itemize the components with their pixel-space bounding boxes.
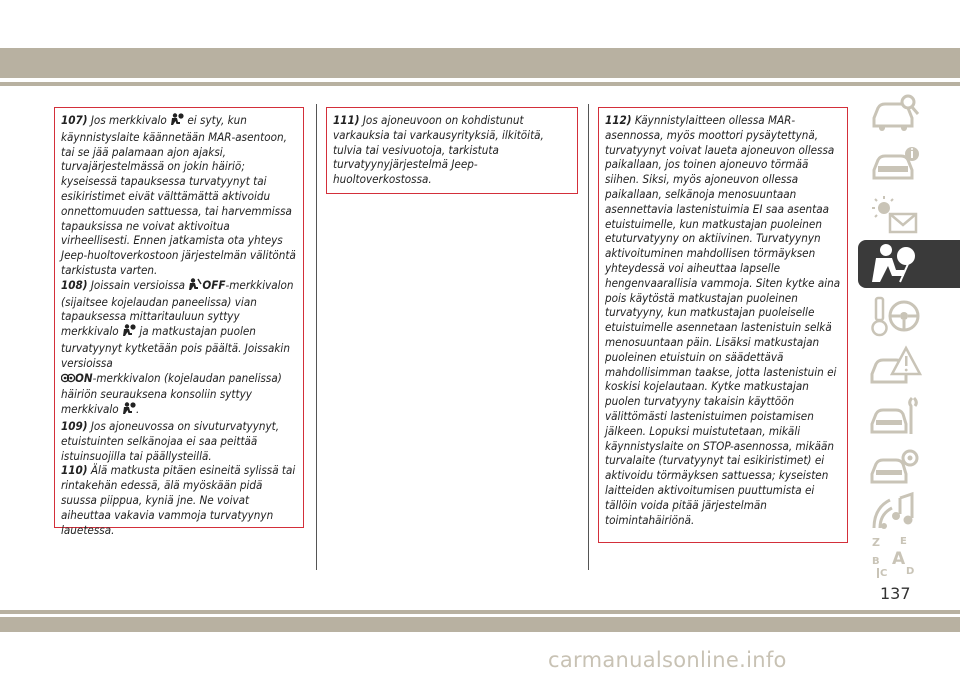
tab-safety[interactable] bbox=[858, 240, 960, 288]
note-number-109: 109) bbox=[61, 418, 88, 433]
note-text-108e: . bbox=[136, 402, 140, 417]
passenger-airbag-off-icon bbox=[188, 278, 202, 295]
tab-getting-to-know-vehicle[interactable] bbox=[858, 88, 960, 136]
warning-text-111 bbox=[333, 113, 571, 187]
note-text-108a: Joissain versioissa bbox=[90, 277, 186, 292]
note-text-112: Käynnistylaitteen ollessa MAR-asennossa, myös moottori pysäytettynä, turvatyynyt voivat laueta ajoneuvon ollessa paikallaan, jos toinen ajoneuvo törmää siihen. Siksi, myös ajoneuvon ollessa paikallaan, selkänoja menosuuntaan asennettavia lastenistuimia EI saa asentaa etuistuimelle, kun matkustajan puoleinen etuturvatyyny on aktiivinen. Turvatyynyn aktivoituminen mahdollisen törmäyksen yhteydessä voi aiheuttaa lapselle hengenvaarallisia vammoja. Siten kytke aina pois käytöstä matkustajan puoleinen turvatyyny, kun matkustajan puoleiselle etuistuimelle asennetaan lastenistuin selkä menosuuntaan päin. Lisäksi matkustajan puoleinen etuistuin on säädettävä mahdollisimman taakse, jotta lastenistuin ei koskisi kojelautaan. Kytke matkustajan puolen turvatyyny takaisin käyttöön välittömästi lastenistuimen poistamisen jälkeen. Lopuksi muistutetaan, mikäli käynnistyslaite on STOP-asennossa, mikään turvalaite (turvatyynyt tai esikiristimet) ei aktivoidu törmäyksen sattuessa; kyseisten laitteiden aktivoitumisen puuttumista ei tällöin voida pitää järjestelmän toimintahäiriönä. bbox=[605, 113, 841, 527]
column-divider-2 bbox=[588, 104, 589, 570]
car-info-icon bbox=[868, 142, 922, 186]
watermark: carmanualsonline.info bbox=[548, 648, 787, 672]
index-letter-e: E bbox=[900, 536, 907, 547]
airbag-seat-icon bbox=[868, 242, 922, 286]
note-number-108: 108) bbox=[61, 277, 88, 292]
warning-box-107-110 bbox=[54, 107, 304, 537]
warning-text-112 bbox=[605, 113, 841, 527]
note-text-111: Jos ajoneuvoon on kohdistunut varkauksia tai varkausyrityksiä, ilkitöitä, tulvia tai vesivuotoja, tarkistuta turvatyynyjärjestelmä Jeep-huoltoverkostossa. bbox=[333, 113, 544, 187]
note-text-109: Jos ajoneuvossa on sivuturvatyynyt, etuistuinten selkänojaa ei saa peittää istuinsuojilla tai päällysteillä. bbox=[61, 418, 280, 463]
passenger-airbag-on-icon bbox=[61, 372, 75, 388]
top-header-line bbox=[0, 82, 960, 86]
car-search-icon bbox=[868, 90, 922, 134]
note-text-108c: ja matkustajan puolen turvatyynyt kytketään pois päältä. Joissakin versioissa bbox=[61, 324, 290, 370]
note-number-107: 107) bbox=[61, 113, 88, 127]
note-number-110: 110) bbox=[61, 463, 88, 478]
note-number-112: 112) bbox=[605, 113, 632, 127]
bottom-band bbox=[0, 617, 960, 632]
tab-warning-lights-messages[interactable] bbox=[858, 192, 960, 240]
warning-text-107-110 bbox=[61, 113, 297, 537]
car-gear-icon bbox=[868, 444, 922, 488]
key-steering-wheel-icon bbox=[868, 294, 922, 338]
signal-music-icon bbox=[868, 490, 922, 534]
tab-knowing-instrument-panel[interactable] bbox=[858, 140, 960, 188]
warning-box-112 bbox=[598, 107, 848, 543]
on-label: ON bbox=[75, 370, 93, 385]
tab-starting-driving[interactable] bbox=[858, 292, 960, 340]
page-number: 137 bbox=[880, 584, 911, 603]
warning-light-envelope-icon bbox=[868, 194, 922, 238]
index-letter-a: A bbox=[892, 549, 906, 569]
index-letter-b: B bbox=[872, 556, 880, 567]
note-text-108b: -merkkivalon (sijaitsee kojelaudan paneelissa) vian tapauksessa mittaritauluun syttyy merkkivalo bbox=[61, 277, 294, 339]
car-warning-triangle-icon bbox=[868, 344, 922, 388]
tab-technical-specifications[interactable] bbox=[858, 442, 960, 490]
note-text-107b: ei syty, kun käynnistyslaite käännetään MAR-asentoon, tai se jää palamaan ajon ajaksi, turvajärjestelmässä on jokin häiriö; kyseisessä tapauksessa turvatyynyt tai esikiristimet eivät välttämättä aktivoidu onnettomuuden sattuessa, tai harvemmissa tapauksissa ne voivat aktivoitua virheellisesti. Ennen jatkamista ota yhteys Jeep-huoltoverkostoon järjestelmän välitöntä tarkistusta varten. bbox=[61, 113, 296, 277]
off-label: OFF bbox=[202, 277, 226, 292]
column-divider-1 bbox=[316, 104, 317, 570]
top-header-band bbox=[0, 48, 960, 78]
airbag-warning-icon bbox=[170, 113, 184, 130]
alphabet-index-icon bbox=[868, 534, 922, 580]
tab-in-an-emergency[interactable] bbox=[858, 342, 960, 390]
tab-servicing-maintenance[interactable] bbox=[858, 392, 960, 440]
airbag-warning-icon-2 bbox=[122, 324, 136, 341]
note-text-110: Älä matkusta pitäen esineitä sylissä tai rintakehän edessä, älä myöskään pidä suussa piippua, kyniä jne. Ne voivat aiheuttaa vakavia vammoja turvatyynyn lauetessa. bbox=[61, 463, 296, 537]
note-text-108d: -merkkivalon (kojelaudan panelissa) häiriön seurauksena konsoliin syttyy merkkivalo bbox=[61, 370, 282, 417]
bottom-band-line bbox=[0, 610, 960, 614]
tab-multimedia[interactable] bbox=[858, 488, 960, 536]
index-letter-d: D bbox=[906, 566, 915, 577]
airbag-warning-icon-3 bbox=[122, 402, 136, 419]
car-wrench-icon bbox=[868, 394, 922, 438]
warning-box-111 bbox=[326, 107, 578, 194]
tab-index[interactable] bbox=[858, 532, 960, 580]
index-letter-c: C bbox=[880, 568, 888, 579]
note-text-107a: Jos merkkivalo bbox=[90, 113, 167, 127]
note-number-111: 111) bbox=[333, 113, 360, 127]
index-letter-z: Z bbox=[872, 536, 880, 549]
